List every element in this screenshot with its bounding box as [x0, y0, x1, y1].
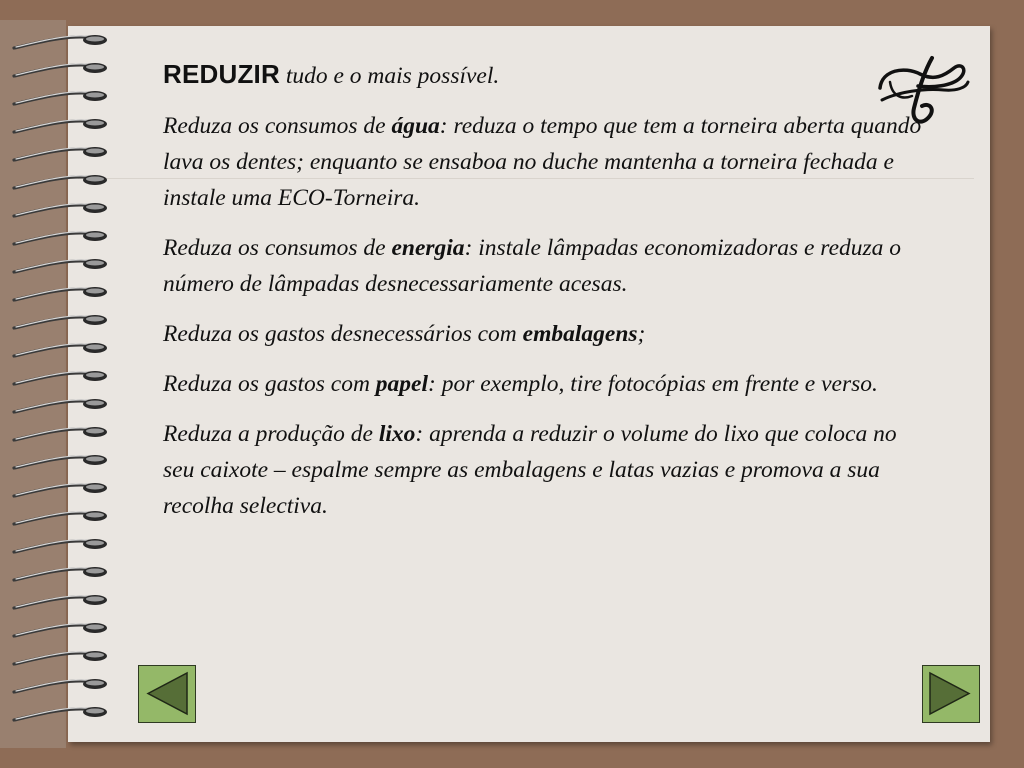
slide-content: [163, 56, 933, 538]
paragraph-text: Reduza os gastos com: [163, 371, 376, 397]
paragraph-text: Reduza os gastos desnecessários com: [163, 321, 523, 347]
paragraph: [163, 366, 933, 402]
paragraph-text: : reduza o tempo que tem a torneira aberta quando lava os dentes; enquanto se ensaboa no duche mantenha a torneira fechada e instale uma ECO-Torneira.: [163, 113, 922, 211]
previous-slide-button[interactable]: [138, 665, 196, 723]
paragraph-text: ;: [637, 321, 646, 347]
keyword: papel: [375, 371, 429, 397]
slide-subtitle: tudo e o mais possível.: [279, 63, 500, 89]
paragraph: [163, 230, 933, 302]
paragraph: [163, 316, 933, 352]
paragraph: [163, 416, 933, 524]
paragraph-text: Reduza a produção de: [163, 421, 379, 447]
paragraph-text: Reduza os consumos de: [163, 235, 392, 261]
title-line: [163, 56, 933, 94]
paragraph-text: : por exemplo, tire fotocópias em frente e verso.: [428, 371, 878, 397]
paragraph-text: Reduza os consumos de: [163, 113, 392, 139]
paragraph-text: : instale lâmpadas economizadoras e reduza o número de lâmpadas desnecessariamente acesas.: [163, 235, 902, 297]
next-slide-button[interactable]: [922, 665, 980, 723]
keyword: embalagens: [522, 321, 638, 347]
paragraph-text: : aprenda a reduzir o volume do lixo que coloca no seu caixote – espalme sempre as embalagens e latas vazias e promova a sua recolha selectiva.: [163, 421, 897, 519]
spiral-binding-icon: [0, 0, 120, 768]
slide-title: REDUZIR: [163, 59, 280, 89]
keyword: água: [391, 113, 440, 139]
keyword: energia: [391, 235, 465, 261]
paragraph: [163, 108, 933, 216]
triangle-left-icon: [148, 673, 187, 714]
triangle-right-icon: [930, 673, 969, 714]
paragraph-list: [163, 108, 933, 524]
keyword: lixo: [378, 421, 416, 447]
